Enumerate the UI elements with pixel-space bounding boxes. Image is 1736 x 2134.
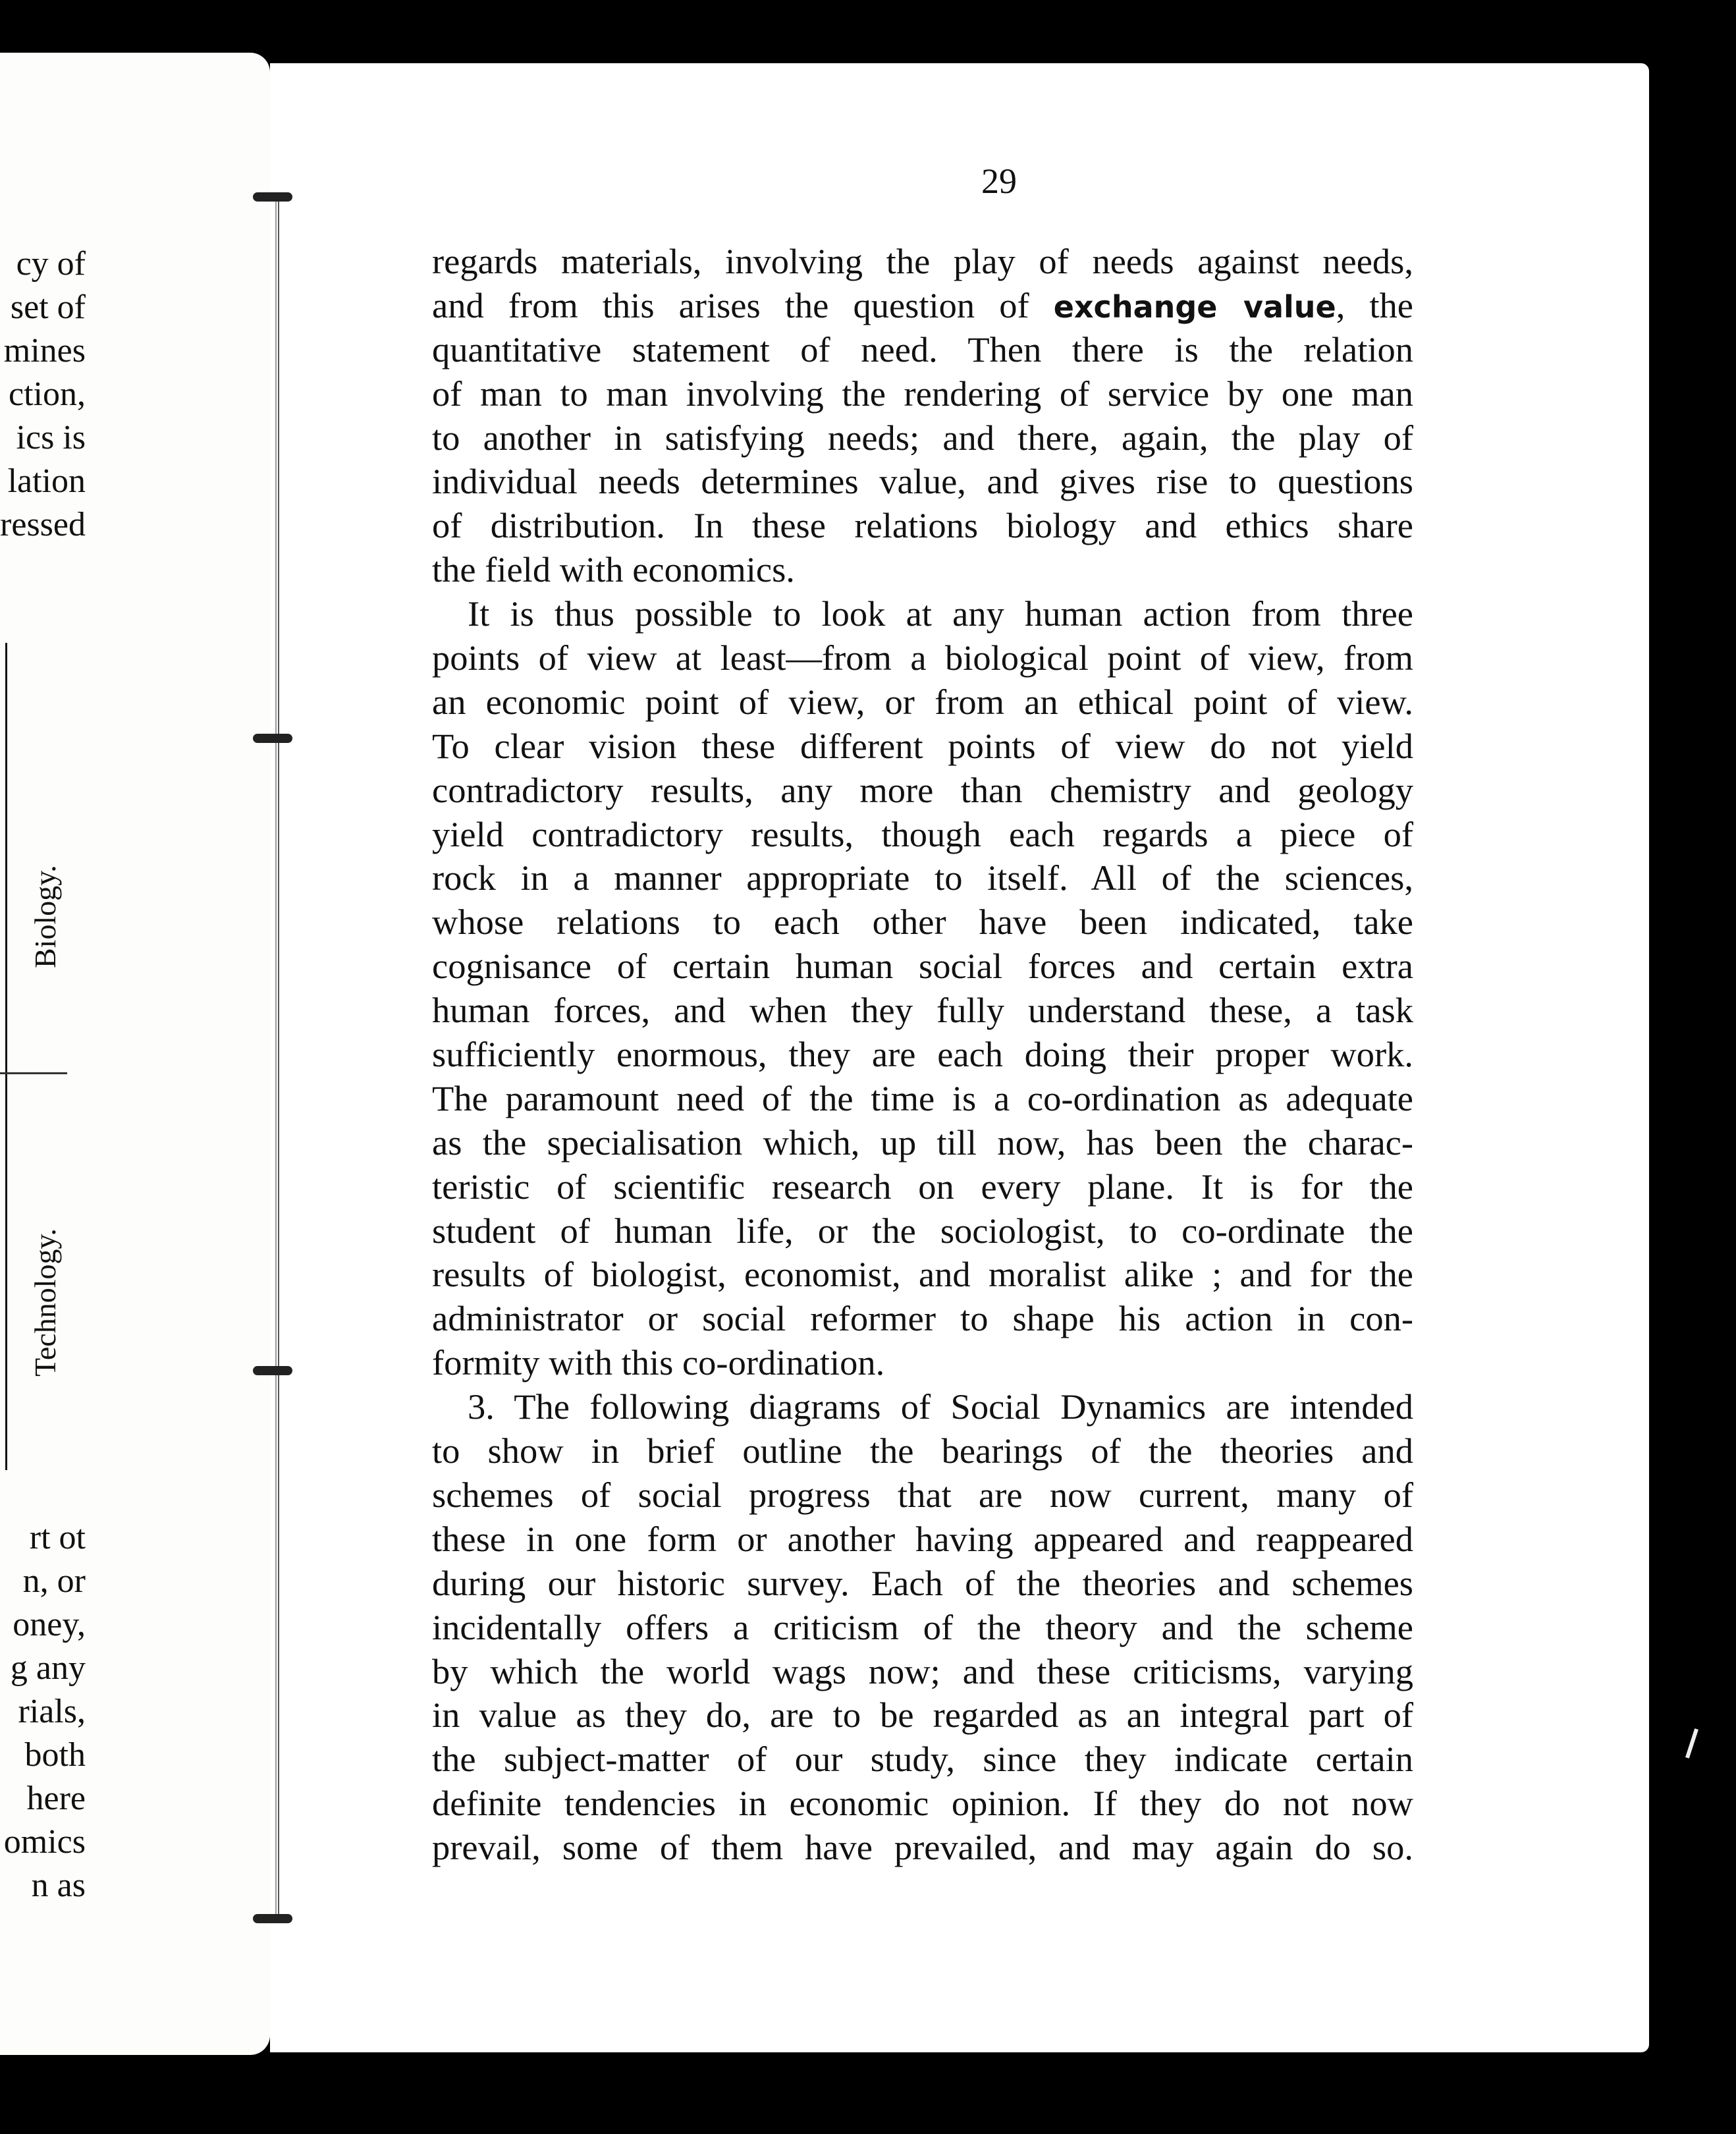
text-line: quantitative statement of need. Then there is the relation bbox=[432, 329, 1413, 369]
bold-term: exchange value bbox=[1053, 288, 1336, 325]
text-line: 3. The following diagrams of Social Dynamics are intended bbox=[468, 1386, 1413, 1427]
text-line: as the specialisation which, up till now, has been the charac- bbox=[432, 1122, 1413, 1163]
fragment-line: ics is bbox=[16, 419, 86, 456]
side-label-biology: Biology. bbox=[28, 865, 62, 968]
binding-stitch-knot bbox=[253, 1914, 292, 1923]
book-page bbox=[270, 63, 1649, 2052]
facing-page-upper-fragments bbox=[0, 242, 86, 547]
text-line: during our historic survey. Each of the theories and schemes bbox=[432, 1562, 1413, 1603]
text-line: yield contradictory results, though each regards a piece of bbox=[432, 813, 1413, 854]
text-line: sufficiently enormous, they are each doing their proper work. bbox=[432, 1034, 1413, 1075]
text-line: contradictory results, any more than chemistry and geology bbox=[432, 769, 1413, 810]
text-line: these in one form or another having appeared and reappeared bbox=[432, 1518, 1413, 1559]
text-line: whose relations to each other have been indicated, take bbox=[432, 902, 1413, 943]
fragment-line: mines bbox=[3, 332, 86, 369]
fragment-line: both bbox=[24, 1736, 86, 1774]
text-line: human forces, and when they fully understand these, a task bbox=[432, 990, 1413, 1031]
fragment-line: here bbox=[26, 1780, 86, 1817]
text-line: to show in brief outline the bearings of the theories and bbox=[432, 1431, 1413, 1471]
binding-thread bbox=[275, 195, 277, 1921]
text-line: individual needs determines value, and gives rise to questions bbox=[432, 461, 1413, 502]
fragment-line: g any bbox=[10, 1649, 86, 1687]
text-line: in value as they do, are to be regarded as an integral part of bbox=[432, 1695, 1413, 1736]
text-line: student of human life, or the sociologist, to co-ordinate the bbox=[432, 1210, 1413, 1251]
text-line: of distribution. In these relations biology and ethics share bbox=[432, 505, 1413, 546]
facing-page-lower-fragments bbox=[0, 1516, 86, 1907]
fragment-line: ction, bbox=[9, 375, 86, 413]
fragment-line: oney, bbox=[13, 1606, 86, 1643]
page-number: 29 bbox=[981, 161, 1017, 201]
fragment-line: n, or bbox=[22, 1562, 86, 1600]
text-line: administrator or social reformer to shape his action in con- bbox=[432, 1298, 1413, 1339]
text-line: an economic point of view, or from an ethical point of view. bbox=[432, 681, 1413, 722]
text-line: formity with this co-ordination. bbox=[432, 1342, 885, 1383]
text-line: the subject-matter of our study, since they indicate certain bbox=[432, 1739, 1413, 1780]
fragment-line: n as bbox=[31, 1867, 86, 1904]
scan-artifact-mark bbox=[1685, 1728, 1698, 1759]
bracket-divider bbox=[0, 1072, 67, 1074]
side-label-technology: Technology. bbox=[28, 1228, 62, 1377]
text-line: rock in a manner appropriate to itself. All of the sciences, bbox=[432, 858, 1413, 898]
fragment-line: cy of bbox=[16, 245, 86, 283]
fragment-line: ressed bbox=[0, 506, 86, 543]
text-line: schemes of social progress that are now current, many of bbox=[432, 1474, 1413, 1515]
fragment-line: rt ot bbox=[29, 1519, 86, 1556]
facing-page bbox=[0, 53, 270, 2055]
text-line: of man to man involving the rendering of service by one man bbox=[432, 373, 1413, 414]
binding-stitch-knot bbox=[253, 734, 292, 743]
binding-stitch-knot bbox=[253, 1366, 292, 1375]
text-line: by which the world wags now; and these criticisms, varying bbox=[432, 1651, 1413, 1691]
text-line: definite tendencies in economic opinion. If they do not now bbox=[432, 1783, 1413, 1824]
text-line: to another in satisfying needs; and there, again, the play of bbox=[432, 417, 1413, 458]
fragment-line: rials, bbox=[18, 1693, 86, 1730]
text-line: regards materials, involving the play of needs against needs, bbox=[432, 241, 1413, 281]
text-line: incidentally offers a criticism of the theory and the scheme bbox=[432, 1606, 1413, 1647]
text-line: prevail, some of them have prevailed, and may again do so. bbox=[432, 1827, 1413, 1868]
fragment-line: set of bbox=[10, 288, 86, 326]
body-text bbox=[432, 240, 1413, 1870]
technology-bracket-rule bbox=[5, 1075, 7, 1470]
fragment-line: lation bbox=[7, 462, 86, 500]
text-line: points of view at least—from a biological point of view, from bbox=[432, 638, 1413, 678]
text-line: teristic of scientific research on every plane. It is for the bbox=[432, 1166, 1413, 1207]
text-line: To clear vision these different points of view do not yield bbox=[432, 725, 1413, 766]
fragment-line: omics bbox=[3, 1823, 86, 1861]
text-line: results of biologist, economist, and moralist alike ; and for the bbox=[432, 1254, 1413, 1295]
binding-thread bbox=[278, 195, 279, 1921]
text-line: The paramount need of the time is a co-ordination as adequate bbox=[432, 1078, 1413, 1118]
biology-bracket-rule bbox=[5, 643, 7, 1075]
text-line: and from this arises the question of exchange value, the bbox=[432, 285, 1413, 325]
text-line: the field with economics. bbox=[432, 549, 795, 590]
text-line: cognisance of certain human social forces and certain extra bbox=[432, 946, 1413, 987]
text-line: It is thus possible to look at any human action from three bbox=[468, 593, 1413, 634]
